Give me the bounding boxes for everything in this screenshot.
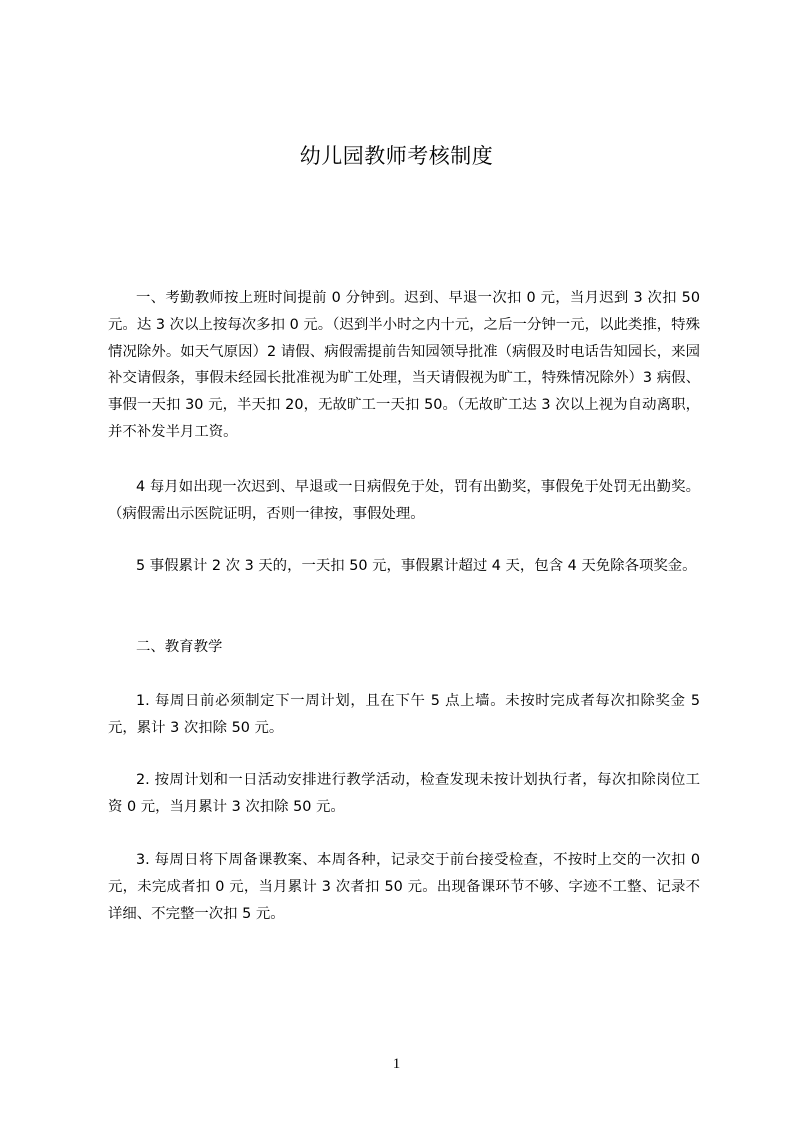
paragraph-attendance: 一、考勤教师按上班时间提前 0 分钟到。迟到、早退一次扣 0 元，当月迟到 3 次扣 50 元。达 3 次以上按每次多扣 0 元。（迟到半小时之内十元，之后一分钟一元，以此类推，特殊情况除外。如天气原因）2 请假、病假需提前告知园领导批准（病假及时电话告知园长，来园补交请假条，事假未经园长批准视为旷工处理，当天请假视为旷工，特殊情况除外）3 病假、事假一天扣 30 元，半天扣 20，无故旷工一天扣 50。（无故旷工达 3 次以上视为自动离职，并不补发半月工资。	[108, 290, 700, 440]
paragraph-teaching-activities: 2. 按周计划和一日活动安排进行教学活动，检查发现未按计划执行者，每次扣除岗位工资 0 元，当月累计 3 次扣除 50 元。	[108, 772, 700, 815]
paragraph-weekly-plan: 1. 每周日前必须制定下一周计划，且在下午 5 点上墙。未按时完成者每次扣除奖金 5 元，累计 3 次扣除 50 元。	[108, 693, 700, 736]
paragraph-personal-leave: 5 事假累计 2 次 3 天的，一天扣 50 元，事假累计超过 4 天，包含 4 天免除各项奖金。	[136, 558, 697, 574]
paragraph-lesson-plans: 3. 每周日将下周备课教案、本周各种，记录交于前台接受检查，不按时上交的一次扣 0 元，未完成者扣 0 元，当月累计 3 次者扣 50 元。出现备课环节不够、字迹不工整、记录不详细、不完整一次扣 5 元。	[108, 852, 700, 922]
section-heading-teaching: 二、教育教学	[136, 639, 223, 655]
paragraph-monthly-attendance: 4 每月如出现一次迟到、早退或一日病假免于处，罚有出勤奖，事假免于处罚无出勤奖。（病假需出示医院证明，否则一律按，事假处理。	[108, 479, 700, 522]
page-number: 1	[392, 1056, 401, 1072]
document-title: 幼儿园教师考核制度	[299, 144, 494, 168]
